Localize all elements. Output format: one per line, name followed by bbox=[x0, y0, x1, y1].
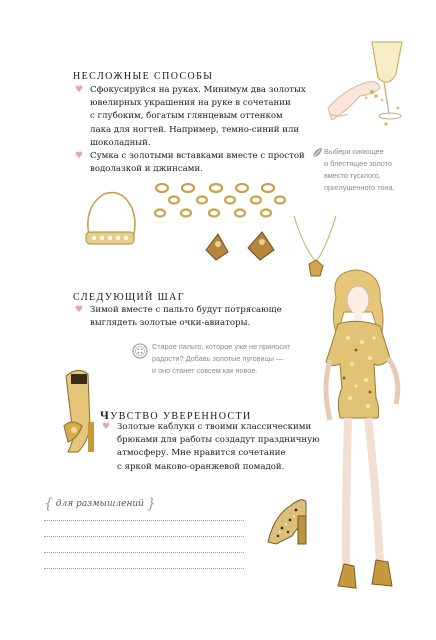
bullet-line: ювелирных украшения на руке в сочетании bbox=[90, 98, 291, 109]
bullet-line: шоколадный. bbox=[90, 137, 151, 148]
bullet-line: брюками для работы создадут праздничную bbox=[117, 435, 320, 446]
note-line: вместо тусклого, bbox=[324, 171, 381, 180]
note-line: приглушенного тона. bbox=[324, 183, 395, 192]
section-title-next-step: СЛЕДУЮЩИЙ ШАГ bbox=[73, 292, 185, 303]
note-line: и блестящее золото bbox=[324, 159, 392, 168]
note-old-coat bbox=[132, 341, 332, 377]
bullet-line: атмосферу. Мне нравится сочетание bbox=[117, 448, 286, 459]
bullet-line: с глубоким, богатым глянцевым оттенком bbox=[90, 111, 283, 122]
bullet-line: Сфокусируйся на руках. Минимум два золотых bbox=[90, 85, 306, 95]
confidence-list bbox=[100, 421, 320, 474]
bullet-line: лака для ногтей. Например, темно-синий или bbox=[90, 124, 300, 135]
bullet-line: Зимой вместе с пальто будут потрясающе bbox=[90, 305, 282, 315]
earrings-illustration bbox=[200, 230, 280, 264]
heart-bullet-icon: ♥ bbox=[75, 151, 84, 162]
heart-bullet-icon: ♥ bbox=[75, 305, 84, 315]
section-title-easy-ways: НЕСЛОЖНЫЕ СПОСОБЫ bbox=[73, 71, 214, 82]
note-line: радости? Добавь золотые пуговицы — bbox=[152, 354, 284, 363]
bullet-item bbox=[73, 150, 313, 176]
bullet-line: с яркой маково-оранжевой помадой. bbox=[117, 461, 285, 472]
sequin-heel-shoe-illustration bbox=[262, 486, 310, 548]
bullet-line: Золотые каблуки с твоими классическими bbox=[117, 422, 312, 432]
reflection-line-1[interactable] bbox=[44, 520, 244, 521]
fashion-model-illustration bbox=[310, 268, 422, 608]
button-icon bbox=[132, 343, 148, 359]
gold-heel-shoe-illustration bbox=[58, 366, 102, 456]
bullet-item bbox=[73, 304, 313, 330]
note-shiny-gold bbox=[312, 146, 428, 194]
left-brace: { bbox=[44, 496, 53, 512]
reflection-line-4[interactable] bbox=[44, 568, 244, 569]
bracelet-illustration bbox=[78, 188, 142, 254]
note-line: и оно станет совсем как новое. bbox=[152, 366, 258, 375]
leaf-icon bbox=[312, 147, 323, 158]
bullet-item bbox=[73, 84, 313, 150]
heart-bullet-icon: ♥ bbox=[102, 422, 111, 432]
section-title-rest: УВСТВО УВЕРЕННОСТИ bbox=[110, 411, 252, 422]
bullet-line: Сумка с золотыми вставками вместе с простой bbox=[90, 151, 305, 162]
heart-bullet-icon: ♥ bbox=[75, 85, 84, 95]
right-brace: } bbox=[146, 496, 156, 512]
reflection-line-2[interactable] bbox=[44, 536, 244, 537]
bullet-item bbox=[100, 421, 320, 474]
champagne-hand-illustration bbox=[326, 38, 426, 130]
section-title-capital: Ч bbox=[100, 408, 111, 422]
reflection-line-3[interactable] bbox=[44, 552, 244, 553]
next-step-list bbox=[73, 304, 313, 330]
easy-ways-list bbox=[73, 84, 313, 176]
rings-illustration bbox=[150, 180, 288, 222]
bullet-line: водолазкой и джинсами. bbox=[90, 164, 203, 175]
note-line: Выбери сияющее bbox=[324, 147, 384, 156]
reflection-label-text: для размышлений bbox=[55, 499, 144, 509]
note-line: Старое пальто, которое уже не приносит bbox=[152, 342, 291, 351]
bullet-line: выглядеть золотые очки-авиаторы. bbox=[90, 318, 251, 329]
reflection-label bbox=[44, 496, 156, 512]
